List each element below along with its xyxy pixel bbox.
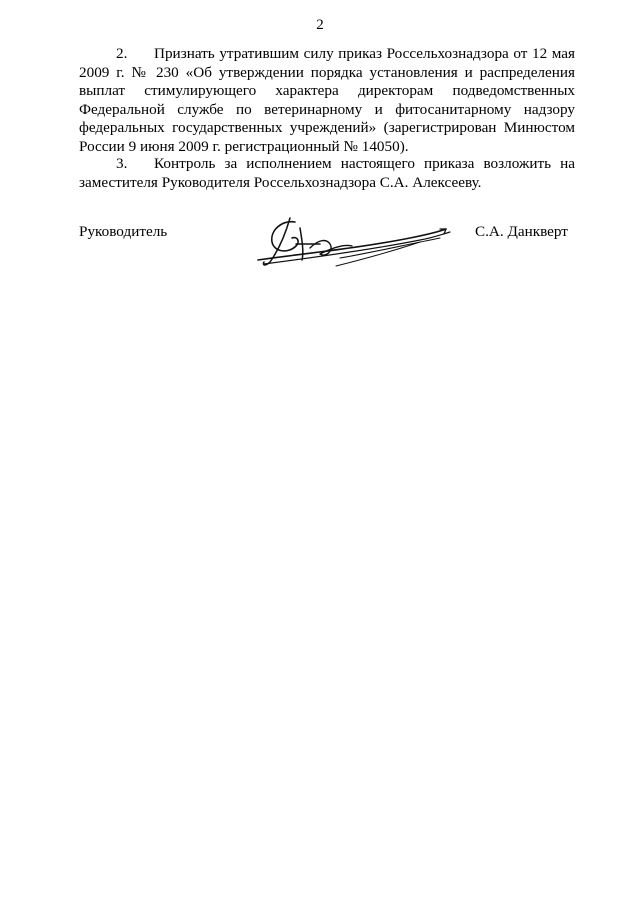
paragraph-text: Контроль за исполнением настоящего приказа возложить на заместителя Руководителя Россельхознадзора С.А. Алексееву. [79,155,575,191]
paragraph-text: Признать утратившим силу приказ Россельхознадзора от 12 мая 2009 г. № 230 «Об утверждении порядка установления и распределения выплат стимулирующего характера директорам подведомственных Федеральной службе по ветеринарному и фитосанитарному надзору федеральных государственных учреждений» (зарегистрирован Минюстом России 9 июня 2009 г. регистрационный № 14050). [79,45,575,155]
page-number: 2 [316,17,324,33]
signatory-name: С.А. Данкверт [475,223,568,240]
signatory-title: Руководитель [79,223,168,240]
paragraph-number: 3. [116,155,128,172]
paragraph-2 [79,45,575,156]
paragraph-3 [79,155,575,192]
handwritten-signature [240,208,460,278]
paragraph-number: 2. [116,45,128,62]
